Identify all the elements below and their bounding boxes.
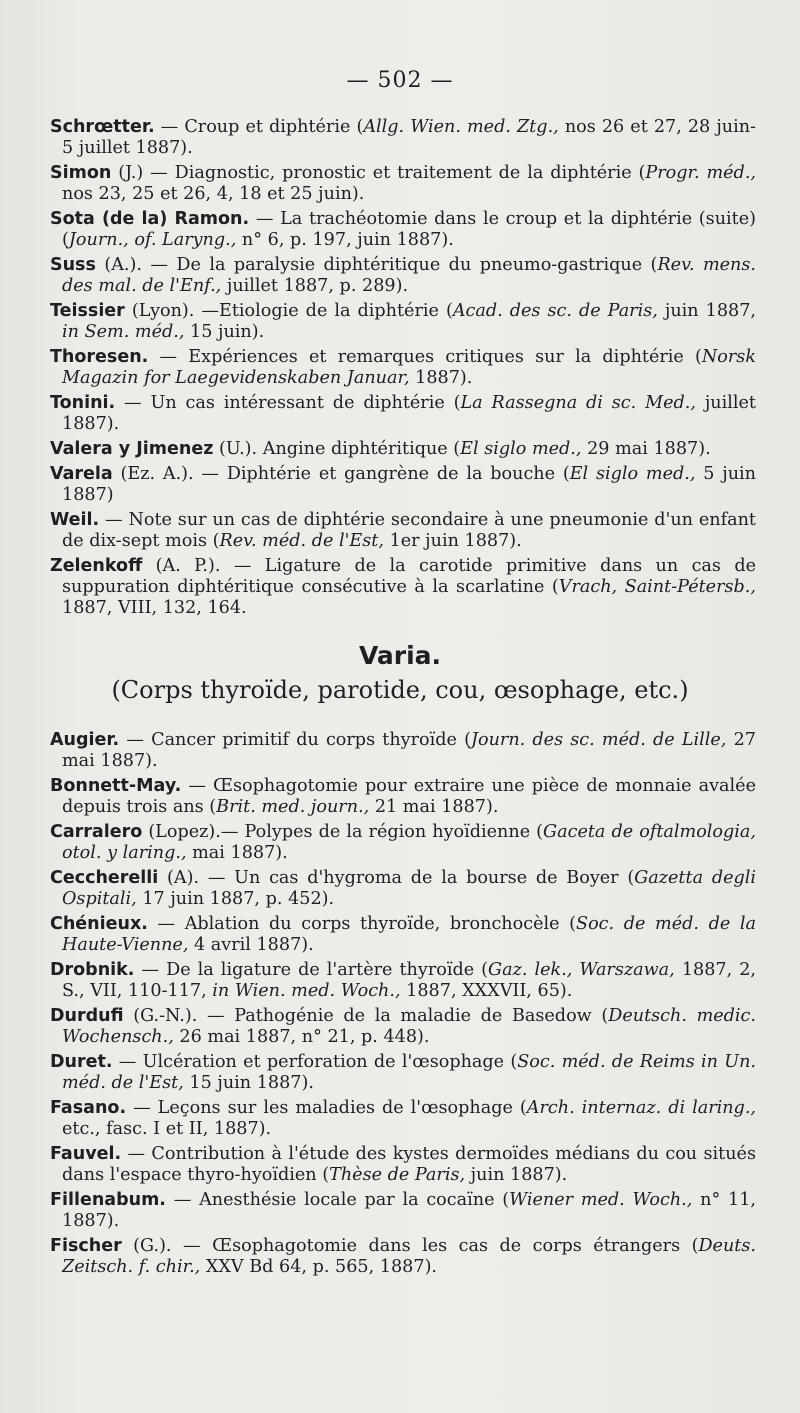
entry-author: Fischer: [50, 1236, 122, 1256]
entry-text: (G.). — Œsophagotomie dans les cas de corps étrangers (: [121, 1236, 699, 1256]
bibliography-entry: [50, 510, 756, 552]
entry-source: Rev. mens. des mal. de l'Enf.,: [62, 255, 757, 296]
entry-author: Fasano.: [50, 1098, 127, 1118]
bibliography-entry: [50, 914, 756, 956]
entry-text: XXV Bd 64, p. 565, 1887).: [200, 1257, 438, 1277]
bibliography-entry: [50, 556, 756, 619]
entry-text: — Expériences et remarques critiques sur la diphtérie (: [148, 347, 702, 367]
entry-source: Progr. méd.,: [645, 163, 757, 183]
entry-source: Vrach, Saint-Pétersb.,: [558, 577, 756, 597]
entry-text: — Un cas intéressant de diphtérie (: [115, 393, 461, 413]
entry-text: 5 juin 1887): [62, 464, 756, 505]
entry-author: Chénieux.: [50, 914, 148, 934]
entry-source: Gaceta de oftalmologia, otol. y laring.,: [62, 822, 756, 863]
entry-text: (J.) — Diagnostic, pronostic et traitement de la diphtérie (: [111, 163, 646, 183]
entry-text: juin 1887).: [465, 1165, 568, 1185]
entry-text: 15 juin 1887).: [183, 1073, 314, 1093]
bibliography-entry: [50, 1190, 756, 1232]
entry-text: 1er juin 1887).: [383, 531, 522, 551]
entry-author: Fillenabum.: [50, 1190, 166, 1210]
entry-source: in Wien. med. Woch.,: [212, 981, 401, 1001]
entry-text: (U.). Angine diphtéritique (: [213, 439, 461, 459]
entry-text: 21 mai 1887).: [369, 797, 499, 817]
entry-text: — Note sur un cas de diphtérie secondaire à une pneumonie d'un enfant de dix-sept mois (: [62, 510, 756, 551]
entry-text: (Ez. A.). — Diphtérie et gangrène de la bouche (: [112, 464, 570, 484]
entry-author: Teissier: [50, 301, 125, 321]
bibliography-list-diphtheria: [50, 117, 756, 623]
entry-source: Allg. Wien. med. Ztg.,: [363, 117, 559, 137]
entry-text: 1887, 2, S., VII, 110-117,: [62, 960, 757, 1001]
entry-author: Suss: [50, 255, 96, 275]
entry-text: — Ulcération et perforation de l'œsophage (: [112, 1052, 518, 1072]
entry-source: Journ. des sc. méd. de Lille,: [470, 730, 727, 750]
bibliography-entry: [50, 960, 756, 1002]
entry-text: — Croup et diphtérie (: [154, 117, 364, 137]
bibliography-entry: [50, 776, 756, 818]
entry-author: Simon: [50, 163, 112, 183]
entry-author: Thoresen.: [50, 347, 149, 367]
bibliography-entry: [50, 209, 756, 251]
entry-text: — Contribution à l'étude des kystes dermoïdes médians du cou situés dans l'espace thyro-hyoïdien (: [62, 1144, 756, 1185]
entry-text: — Anesthésie locale par la cocaïne (: [165, 1190, 510, 1210]
entry-text: — Ablation du corps thyroïde, bronchocèle (: [147, 914, 577, 934]
entry-author: Schrœtter.: [50, 117, 155, 137]
entry-text: — De la ligature de l'artère thyroïde (: [134, 960, 489, 980]
entry-source: Arch. internaz. di laring.,: [526, 1098, 757, 1118]
entry-text: juillet 1887, p. 289).: [221, 276, 409, 296]
bibliography-entry: [50, 868, 756, 910]
bibliography-entry: [50, 1144, 756, 1186]
bibliography-entry: [50, 347, 756, 389]
entry-text: 15 juin).: [184, 322, 265, 342]
bibliography-entry: [50, 1052, 756, 1094]
bibliography-entry: [50, 163, 756, 205]
entry-text: 29 mai 1887).: [581, 439, 711, 459]
bibliography-entry: [50, 439, 756, 460]
entry-author: Varela: [50, 464, 113, 484]
bibliography-entry: [50, 730, 756, 772]
bibliography-entry: [50, 255, 756, 297]
entry-source: Wiener med. Woch.,: [509, 1190, 693, 1210]
entry-text: n° 6, p. 197, juin 1887).: [236, 230, 454, 250]
bibliography-entry: [50, 393, 756, 435]
entry-author: Carralero: [50, 822, 143, 842]
entry-text: 1887, VIII, 132, 164.: [62, 598, 247, 618]
page-number: — 502 —: [346, 68, 454, 93]
section-subtitle: (Corps thyroïde, parotide, cou, œsophage, etc.): [111, 676, 689, 704]
entry-source: Gaz. lek., Warszawa,: [488, 960, 675, 980]
entry-author: Ceccherelli: [50, 868, 159, 888]
section-title: Varia.: [358, 641, 442, 670]
bibliography-entry: [50, 1236, 756, 1278]
entry-source: Soc. de méd. de la Haute-Vienne,: [62, 914, 756, 955]
entry-author: Sota (de la) Ramon.: [50, 209, 250, 229]
entry-source: El siglo med.,: [569, 464, 696, 484]
entry-text: — Œsophagotomie pour extraire une pièce de monnaie avalée depuis trois ans (: [62, 776, 756, 817]
entry-text: — Cancer primitif du corps thyroïde (: [119, 730, 471, 750]
entry-source: Norsk Magazin for Laegevidenskaben Januar,: [62, 347, 756, 388]
entry-text: (A). — Un cas d'hygroma de la bourse de Boyer (: [158, 868, 635, 888]
entry-source: Journ., of. Laryng.,: [68, 230, 237, 250]
entry-text: nos 23, 25 et 26, 4, 18 et 25 juin).: [62, 184, 365, 204]
bibliography-entry: [50, 117, 756, 159]
bibliography-entry: [50, 301, 756, 343]
entry-source: La Rassegna di sc. Med.,: [460, 393, 696, 413]
entry-source: Deutsch. medic. Wochensch.,: [62, 1006, 756, 1047]
entry-source: in Sem. méd.,: [62, 322, 185, 342]
entry-author: Zelenkoff: [50, 556, 143, 576]
entry-text: juillet 1887).: [62, 393, 756, 434]
entry-text: (A. P.). — Ligature de la carotide primitive dans un cas de suppuration diphtéritique consécutive à la scarlatine (: [62, 556, 756, 597]
entry-source: Thèse de Paris,: [329, 1165, 466, 1185]
entry-author: Drobnik.: [50, 960, 135, 980]
entry-text: — La trachéotomie dans le croup et la diphtérie (suite) (: [62, 209, 756, 250]
entry-text: 1887, XXXVII, 65).: [400, 981, 573, 1001]
entry-author: Bonnett-May.: [50, 776, 182, 796]
entry-text: mai 1887).: [186, 843, 288, 863]
entry-text: (G.-N.). — Pathogénie de la maladie de Basedow (: [123, 1006, 609, 1026]
entry-text: — Leçons sur les maladies de l'œsophage (: [126, 1098, 527, 1118]
entry-text: juin 1887,: [657, 301, 756, 321]
entry-text: etc., fasc. I et II, 1887).: [62, 1119, 272, 1139]
entry-text: (A.). — De la paralysie diphtéritique du pneumo-gastrique (: [95, 255, 658, 275]
entry-author: Valera y Jimenez: [50, 439, 214, 459]
bibliography-entry: [50, 1098, 756, 1140]
entry-author: Augier.: [50, 730, 120, 750]
entry-source: Soc. méd. de Reims in Un. méd. de l'Est,: [62, 1052, 757, 1093]
entry-text: n° 11, 1887).: [62, 1190, 756, 1231]
entry-source: Rev. méd. de l'Est,: [219, 531, 384, 551]
entry-author: Durdufi: [50, 1006, 124, 1026]
entry-text: 27 mai 1887).: [62, 730, 756, 771]
bibliography-list-varia: [50, 730, 756, 1282]
entry-text: 1887).: [409, 368, 473, 388]
entry-source: Brit. med. journ.,: [216, 797, 370, 817]
bibliography-entry: [50, 1006, 756, 1048]
entry-source: Deuts. Zeitsch. f. chir.,: [62, 1236, 756, 1277]
bibliography-entry: [50, 822, 756, 864]
entry-source: Gazetta degli Ospitali,: [62, 868, 757, 909]
entry-text: (Lopez).— Polypes de la région hyoïdienne (: [142, 822, 544, 842]
entry-author: Fauvel.: [50, 1144, 122, 1164]
entry-author: Duret.: [50, 1052, 113, 1072]
entry-source: Acad. des sc. de Paris,: [452, 301, 658, 321]
entry-source: El siglo med.,: [460, 439, 582, 459]
entry-author: Tonini.: [50, 393, 116, 413]
entry-text: 4 avril 1887).: [188, 935, 314, 955]
entry-text: (Lyon). —Etiologie de la diphtérie (: [124, 301, 453, 321]
entry-text: nos 26 et 27, 28 juin-5 juillet 1887).: [62, 117, 757, 158]
bibliography-entry: [50, 464, 756, 506]
entry-text: 17 juin 1887, p. 452).: [136, 889, 335, 909]
entry-text: 26 mai 1887, n° 21, p. 448).: [173, 1027, 430, 1047]
entry-author: Weil.: [50, 510, 100, 530]
